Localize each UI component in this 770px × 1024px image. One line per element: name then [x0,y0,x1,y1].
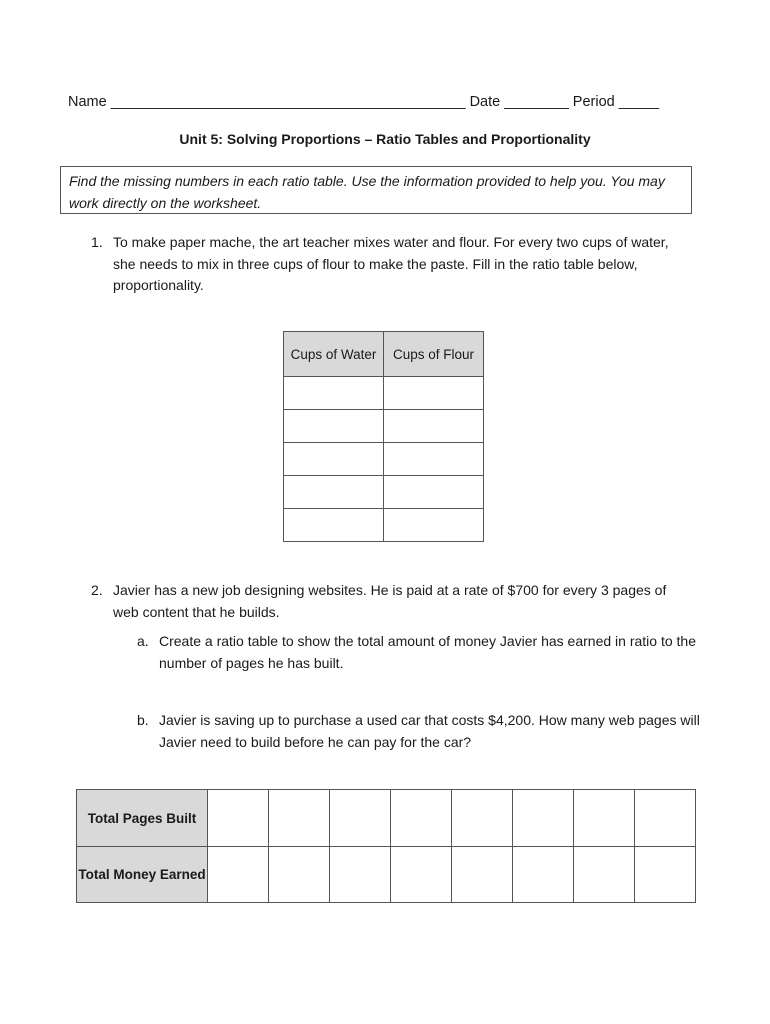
ratio-table-pages-money [76,789,696,903]
period-label: Period [572,94,615,110]
pages-cell[interactable] [574,790,635,847]
money-cell[interactable] [269,847,330,903]
question-2-text: Javier has a new job designing websites. He is paid at a rate of $700 for every 3 pages of web content that he builds. [113,582,667,620]
water-cell[interactable] [284,377,384,410]
part-b-label: b. [137,712,149,728]
pages-cell[interactable] [269,790,330,847]
flour-cell[interactable] [384,476,484,509]
flour-cell[interactable] [384,410,484,443]
name-label: Name [68,94,107,110]
row-label-money: Total Money Earned [77,847,208,903]
pages-cell[interactable] [391,790,452,847]
date-blank[interactable]: ________ [504,94,569,110]
pages-cell[interactable] [330,790,391,847]
money-cell[interactable] [574,847,635,903]
water-cell[interactable] [284,476,384,509]
water-cell[interactable] [284,410,384,443]
pages-cell[interactable] [452,790,513,847]
header-line [68,94,708,110]
table-row [284,476,484,509]
money-cell[interactable] [391,847,452,903]
flour-cell[interactable] [384,377,484,410]
pages-cell[interactable] [208,790,269,847]
pages-cell[interactable] [513,790,574,847]
name-blank[interactable]: ____________________________________________ [110,94,466,110]
ratio-table-water-flour [283,331,484,542]
row-label-pages: Total Pages Built [77,790,208,847]
question-2-number: 2. [91,582,103,598]
part-a-label: a. [137,633,149,649]
water-cell[interactable] [284,509,384,542]
money-cell[interactable] [452,847,513,903]
table-header-flour: Cups of Flour [384,332,484,377]
table-row-money [77,847,696,903]
date-label: Date [469,94,501,110]
page-title: Unit 5: Solving Proportions – Ratio Tables and Proportionality [179,131,591,147]
table-row [284,410,484,443]
part-b-text: Javier is saving up to purchase a used car that costs $4,200. How many web pages will Javier need to build before he can pay for the car? [159,712,700,750]
question-1-number: 1. [91,234,103,250]
table-header-water: Cups of Water [284,332,384,377]
flour-cell[interactable] [384,509,484,542]
period-blank[interactable]: _____ [618,94,660,110]
table-row [284,509,484,542]
part-a-text: Create a ratio table to show the total amount of money Javier has earned in ratio to the number of pages he has built. [159,633,696,671]
instructions-box: Find the missing numbers in each ratio table. Use the information provided to help you. You may work directly on the worksheet. [60,166,692,214]
money-cell[interactable] [635,847,696,903]
money-cell[interactable] [513,847,574,903]
table-row [284,377,484,410]
question-1-text: To make paper mache, the art teacher mixes water and flour. For every two cups of water, she needs to mix in three cups of flour to make the paste. Fill in the ratio table below, proportionality. [113,234,669,293]
pages-cell[interactable] [635,790,696,847]
table-row-pages [77,790,696,847]
flour-cell[interactable] [384,443,484,476]
table-row [284,443,484,476]
money-cell[interactable] [208,847,269,903]
water-cell[interactable] [284,443,384,476]
money-cell[interactable] [330,847,391,903]
